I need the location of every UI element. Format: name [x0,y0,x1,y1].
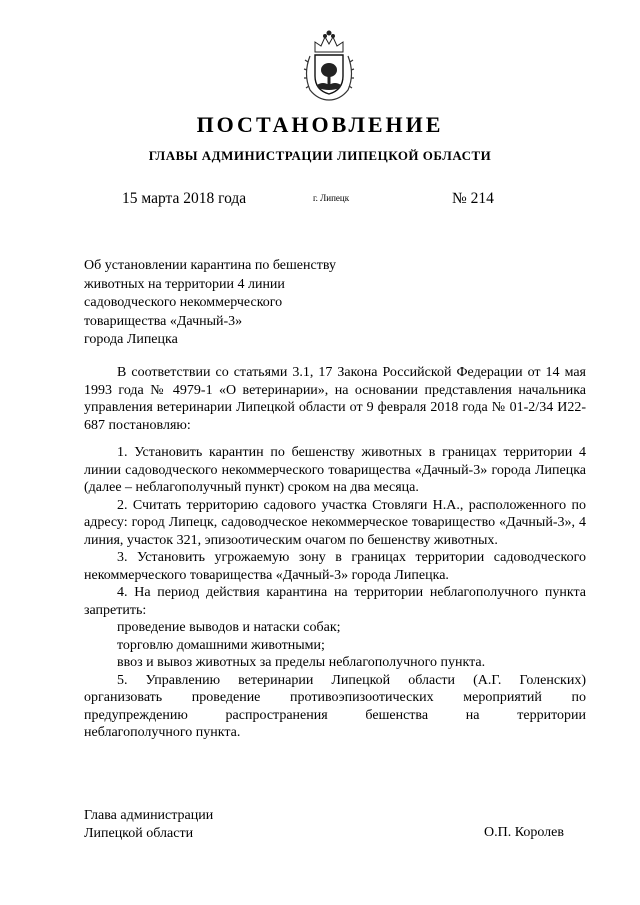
document-subtitle: ГЛАВЫ АДМИНИСТРАЦИИ ЛИПЕЦКОЙ ОБЛАСТИ [148,148,492,163]
document-title: ПОСТАНОВЛЕНИЕ [196,112,444,137]
coat-of-arms-icon [300,30,358,102]
item-5-line: неблагополучного пункта. [84,725,241,740]
subject-line: Об установлении карантина по бешенству [84,258,336,273]
item-5-line: предупреждению распространения бешенства на территории [84,707,586,723]
document-city: г. Липецк [313,193,350,203]
document-number: № 214 [452,190,494,207]
item-1: 1. Установить карантин по бешенству животных в границах территории 4 линии садоводческого некоммерческого товарищества «Дачный-3» города Липецка (далее – неблагополучный пункт) сроком на два месяца. [84,445,586,495]
item-4-list-entry: ввоз и вывоз животных за пределы неблагополучного пункта. [117,655,486,670]
item-4-list-entry: торговлю домашними животными; [117,637,325,653]
subject-line: садоводческого некоммерческого [84,295,283,310]
item-4: 4. На период действия карантина на территории неблагополучного пункта запретить: [84,585,586,618]
signatory-name: О.П. Королев [484,825,564,840]
signatory-position-line: Глава администрации [84,808,214,823]
signatory-position [84,807,213,843]
document-date: 15 марта 2018 года [122,190,247,207]
document-subject [84,257,336,350]
resolution-items [84,444,586,742]
preamble-text: В соответствии со статьями 3.1, 17 Закона Российской Федерации от 14 мая 1993 года № 4979-1 «О ветеринарии», на основании представления начальника управления ветеринарии Липецкой области от 9 февраля 2018 года № 01-2/34 И22-687 постановляю: [84,365,586,433]
subject-line: товарищества «Дачный-3» [84,313,243,329]
item-5-line: 5. Управлению ветеринарии Липецкой области (А.Г. Голенских) [117,672,586,688]
item-2: 2. Считать территорию садового участка Стовляги Н.А., расположенного по адресу: город Липецк, садоводческое некоммерческое товарищество «Дачный-3», 4 линия, участок 321, эпизоотическим очагом по бешенству животных. [84,497,586,548]
subject-line: животных на территории 4 линии [84,276,285,292]
item-5-line: организовать проведение противоэпизоотических мероприятий по [84,690,586,705]
item-3: 3. Установить угрожаемую зону в границах территории садоводческого некоммерческого товарищества «Дачный-3» города Липецка. [84,550,586,583]
signatory-position-line: Липецкой области [84,826,194,841]
preamble-paragraph [84,364,586,434]
subject-line: города Липецка [84,332,178,347]
item-4-list-entry: проведение выводов и натаски собак; [117,620,341,635]
